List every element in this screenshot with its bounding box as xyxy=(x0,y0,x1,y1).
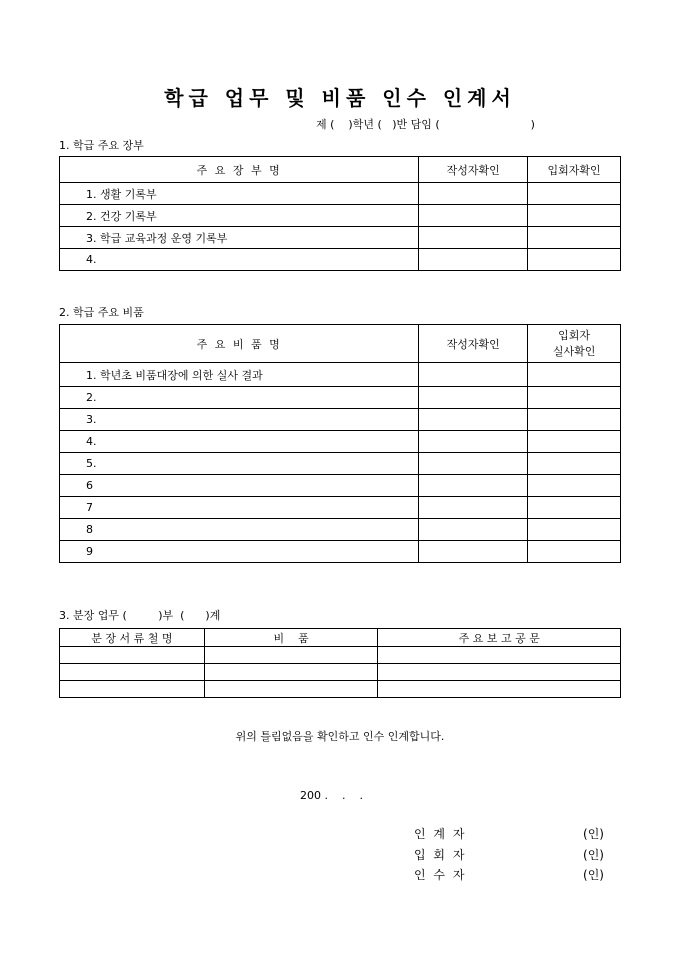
duty-cell[interactable] xyxy=(378,664,621,681)
writer-check-cell[interactable] xyxy=(419,541,528,563)
seal-mark: (인) xyxy=(583,848,604,862)
equipment-row: 6 xyxy=(60,475,419,497)
confirmation-text: 위의 틀림없음을 확인하고 인수 인계합니다. xyxy=(235,730,445,743)
seal-mark: (인) xyxy=(583,868,604,882)
witness-check-cell[interactable] xyxy=(528,249,621,271)
report-document-header: 주 요 보 고 공 문 xyxy=(378,629,621,647)
writer-confirm-header: 작성자확인 xyxy=(419,325,528,363)
duty-cell[interactable] xyxy=(204,664,378,681)
writer-check-cell[interactable] xyxy=(419,519,528,541)
witness-audit-header-line2: 실사확인 xyxy=(552,344,596,358)
section1-title: 1. 학급 주요 장부 xyxy=(59,139,144,152)
duty-cell[interactable] xyxy=(378,681,621,698)
equipment-row: 9 xyxy=(60,541,419,563)
ledger-row: 4. xyxy=(60,249,419,271)
section2-title: 2. 학급 주요 비품 xyxy=(59,306,144,319)
writer-check-cell[interactable] xyxy=(419,249,528,271)
equipment-row: 1. 학년초 비품대장에 의한 실사 결과 xyxy=(60,363,419,387)
witness-audit-header xyxy=(528,325,621,363)
equipment-row: 7 xyxy=(60,497,419,519)
homeroom-line: 제 ( )학년 ( )반 담임 ( ) xyxy=(316,118,535,131)
writer-check-cell[interactable] xyxy=(419,205,528,227)
date-line: 200 . . . xyxy=(300,789,363,802)
signature-witness xyxy=(414,846,604,863)
duty-cell[interactable] xyxy=(60,647,205,664)
witness-check-cell[interactable] xyxy=(528,387,621,409)
writer-check-cell[interactable] xyxy=(419,387,528,409)
duty-cell[interactable] xyxy=(378,647,621,664)
equipment-row: 8 xyxy=(60,519,419,541)
equipment-row: 5. xyxy=(60,453,419,475)
writer-check-cell[interactable] xyxy=(419,363,528,387)
signature-label: 인 계 자 xyxy=(414,827,467,841)
document-file-header: 분 장 서 류 철 명 xyxy=(60,629,205,647)
equipment-row: 3. xyxy=(60,409,419,431)
writer-check-cell[interactable] xyxy=(419,453,528,475)
ledger-row: 1. 생활 기록부 xyxy=(60,183,419,205)
ledger-table xyxy=(59,156,621,271)
witness-check-cell[interactable] xyxy=(528,519,621,541)
witness-check-cell[interactable] xyxy=(528,183,621,205)
document-title: 학급 업무 및 비품 인수 인계서 xyxy=(164,86,516,110)
signature-label: 입 회 자 xyxy=(414,848,467,862)
witness-confirm-header: 입회자확인 xyxy=(528,157,621,183)
equipment-row: 4. xyxy=(60,431,419,453)
duty-table xyxy=(59,628,621,698)
writer-check-cell[interactable] xyxy=(419,183,528,205)
witness-check-cell[interactable] xyxy=(528,431,621,453)
witness-check-cell[interactable] xyxy=(528,363,621,387)
writer-check-cell[interactable] xyxy=(419,431,528,453)
signature-handover xyxy=(414,825,604,842)
equipment-row: 2. xyxy=(60,387,419,409)
duty-cell[interactable] xyxy=(60,681,205,698)
witness-audit-header-line1: 입회자 xyxy=(558,328,591,342)
ledger-row: 2. 건강 기록부 xyxy=(60,205,419,227)
signature-receiver xyxy=(414,866,604,883)
duty-cell[interactable] xyxy=(60,664,205,681)
writer-check-cell[interactable] xyxy=(419,497,528,519)
writer-check-cell[interactable] xyxy=(419,475,528,497)
writer-check-cell[interactable] xyxy=(419,409,528,431)
witness-check-cell[interactable] xyxy=(528,497,621,519)
signature-label: 인 수 자 xyxy=(414,868,467,882)
writer-confirm-header: 작성자확인 xyxy=(419,157,528,183)
section3-title: 3. 분장 업무 ( )부 ( )계 xyxy=(59,609,221,622)
witness-check-cell[interactable] xyxy=(528,205,621,227)
seal-mark: (인) xyxy=(583,827,604,841)
equipment-name-header: 주 요 비 품 명 xyxy=(60,325,419,363)
equipment-table xyxy=(59,324,621,563)
witness-check-cell[interactable] xyxy=(528,541,621,563)
duty-cell[interactable] xyxy=(204,681,378,698)
witness-check-cell[interactable] xyxy=(528,227,621,249)
witness-check-cell[interactable] xyxy=(528,475,621,497)
ledger-name-header: 주 요 장 부 명 xyxy=(60,157,419,183)
witness-check-cell[interactable] xyxy=(528,453,621,475)
equipment-header: 비 품 xyxy=(204,629,378,647)
ledger-row: 3. 학급 교육과정 운영 기록부 xyxy=(60,227,419,249)
duty-cell[interactable] xyxy=(204,647,378,664)
witness-check-cell[interactable] xyxy=(528,409,621,431)
writer-check-cell[interactable] xyxy=(419,227,528,249)
